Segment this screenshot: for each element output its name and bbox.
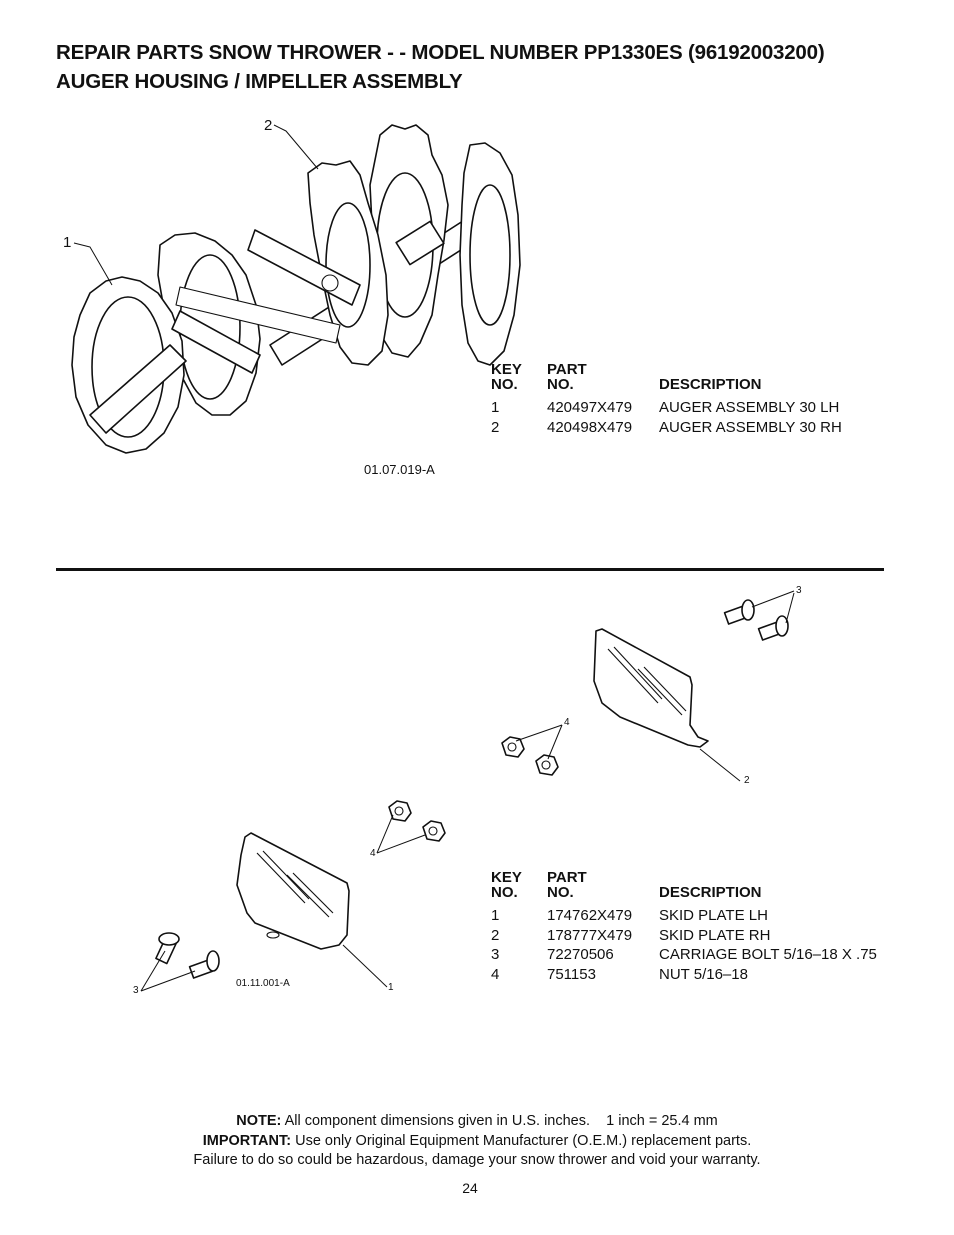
callout-2-leader [700,749,740,781]
table-row [491,945,877,965]
skid-callout-3-upper: 3 [796,585,802,596]
carriage-bolt-icon [759,616,788,640]
auger-callout-2: 2 [264,117,273,134]
description-cell: AUGER ASSEMBLY 30 RH [659,418,842,436]
header-part-bottom: NO. [547,884,574,901]
header-description: DESCRIPTION [659,884,762,901]
skid-callout-4-upper: 4 [564,717,570,728]
note-label: NOTE: [236,1113,282,1129]
callout-1-leader [74,243,112,285]
section-divider [56,568,884,571]
table-row [491,398,842,418]
callout-4-leader [516,725,562,741]
callout-3-leader [141,971,195,991]
header-part [547,362,659,398]
part-cell: 174762X479 [547,907,633,924]
nut-icon [389,801,411,821]
table-row [491,906,877,926]
table-row [491,926,877,946]
auger-assembly-diagram [60,115,560,505]
header-part [547,870,659,906]
part-cell: 420497X479 [547,399,633,416]
auger-parts-table [491,362,842,437]
table-header-row [491,870,877,906]
carriage-bolt-icon [725,600,754,624]
key-cell: 2 [491,926,500,944]
important-label: IMPORTANT: [202,1132,292,1149]
callout-3-leader [752,591,794,607]
page-title [56,38,824,96]
description-cell: NUT 5/16–18 [659,965,748,983]
page-number: 24 [462,1180,478,1196]
key-cell: 1 [491,399,500,416]
skid-mount-hole [267,932,279,938]
note-line [0,1112,954,1132]
header-key [491,362,547,398]
table-row [491,965,877,985]
callout-4-leader [548,725,562,759]
auger-figure-id: 01.07.019-A [364,462,435,477]
skid-plate-rh-diagram [490,585,810,795]
callout-1-leader [343,945,387,987]
skid-plate-rh [594,629,708,747]
callout-3-leader [141,951,165,991]
header-part-bottom: NO. [547,376,574,393]
header-description: DESCRIPTION [659,376,762,393]
callout-4-leader [377,815,393,853]
skid-callout-3-lower: 3 [133,985,139,996]
header-key-top: KEY [491,361,522,378]
important-text: Use only Original Equipment Manufacturer (O.E.M.) replacement parts. [295,1132,752,1149]
key-cell: 2 [491,418,500,436]
header-key-top: KEY [491,869,522,886]
header-part-top: PART [547,869,587,886]
callout-2-leader [274,125,318,169]
header-part-top: PART [547,361,587,378]
title-line-2: AUGER HOUSING / IMPELLER ASSEMBLY [56,70,463,93]
part-cell: 420498X479 [547,418,633,436]
rh-auger-blade-outer-opening [470,185,510,325]
warning-line: Failure to do so could be hazardous, damage your snow thrower and void your warranty. [193,1152,761,1168]
header-key-bottom: NO. [491,884,518,901]
skid-callout-4-lower: 4 [370,848,376,859]
skid-figure-id: 01.11.001-A [236,978,290,989]
skid-callout-1: 1 [388,982,394,993]
nut-icon [423,821,445,841]
table-row [491,418,842,438]
part-cell: 178777X479 [547,926,633,944]
part-cell: 72270506 [547,946,614,963]
key-cell: 4 [491,965,500,983]
important-line [0,1132,954,1152]
key-cell: 1 [491,907,500,924]
skid-callout-2: 2 [744,775,750,786]
header-key-bottom: NO. [491,376,518,393]
callout-4-leader [377,835,425,853]
carriage-bolt-icon [190,951,219,978]
nut-icon [502,737,524,757]
rh-auger-blade-front-opening [326,203,370,327]
nut-icon [536,755,558,775]
description-cell: CARRIAGE BOLT 5/16–18 X .75 [659,946,877,963]
table-header-row [491,362,842,398]
skid-parts-table [491,870,877,984]
header-key [491,870,547,906]
footer-notes [0,1112,954,1171]
callout-3-leader [786,593,794,623]
description-cell: AUGER ASSEMBLY 30 LH [659,399,840,416]
shaft-pin [322,275,338,291]
auger-callout-1: 1 [63,234,72,251]
title-line-1: REPAIR PARTS SNOW THROWER - - MODEL NUMBER PP1330ES (96192003200) [56,41,825,64]
description-cell: SKID PLATE RH [659,926,771,944]
carriage-bolt-icon [156,933,179,964]
skid-plate-lh-diagram [125,795,465,995]
note-text: All component dimensions given in U.S. inches. 1 inch = 25.4 mm [284,1113,718,1129]
key-cell: 3 [491,946,500,963]
part-cell: 751153 [547,965,596,983]
description-cell: SKID PLATE LH [659,907,768,924]
